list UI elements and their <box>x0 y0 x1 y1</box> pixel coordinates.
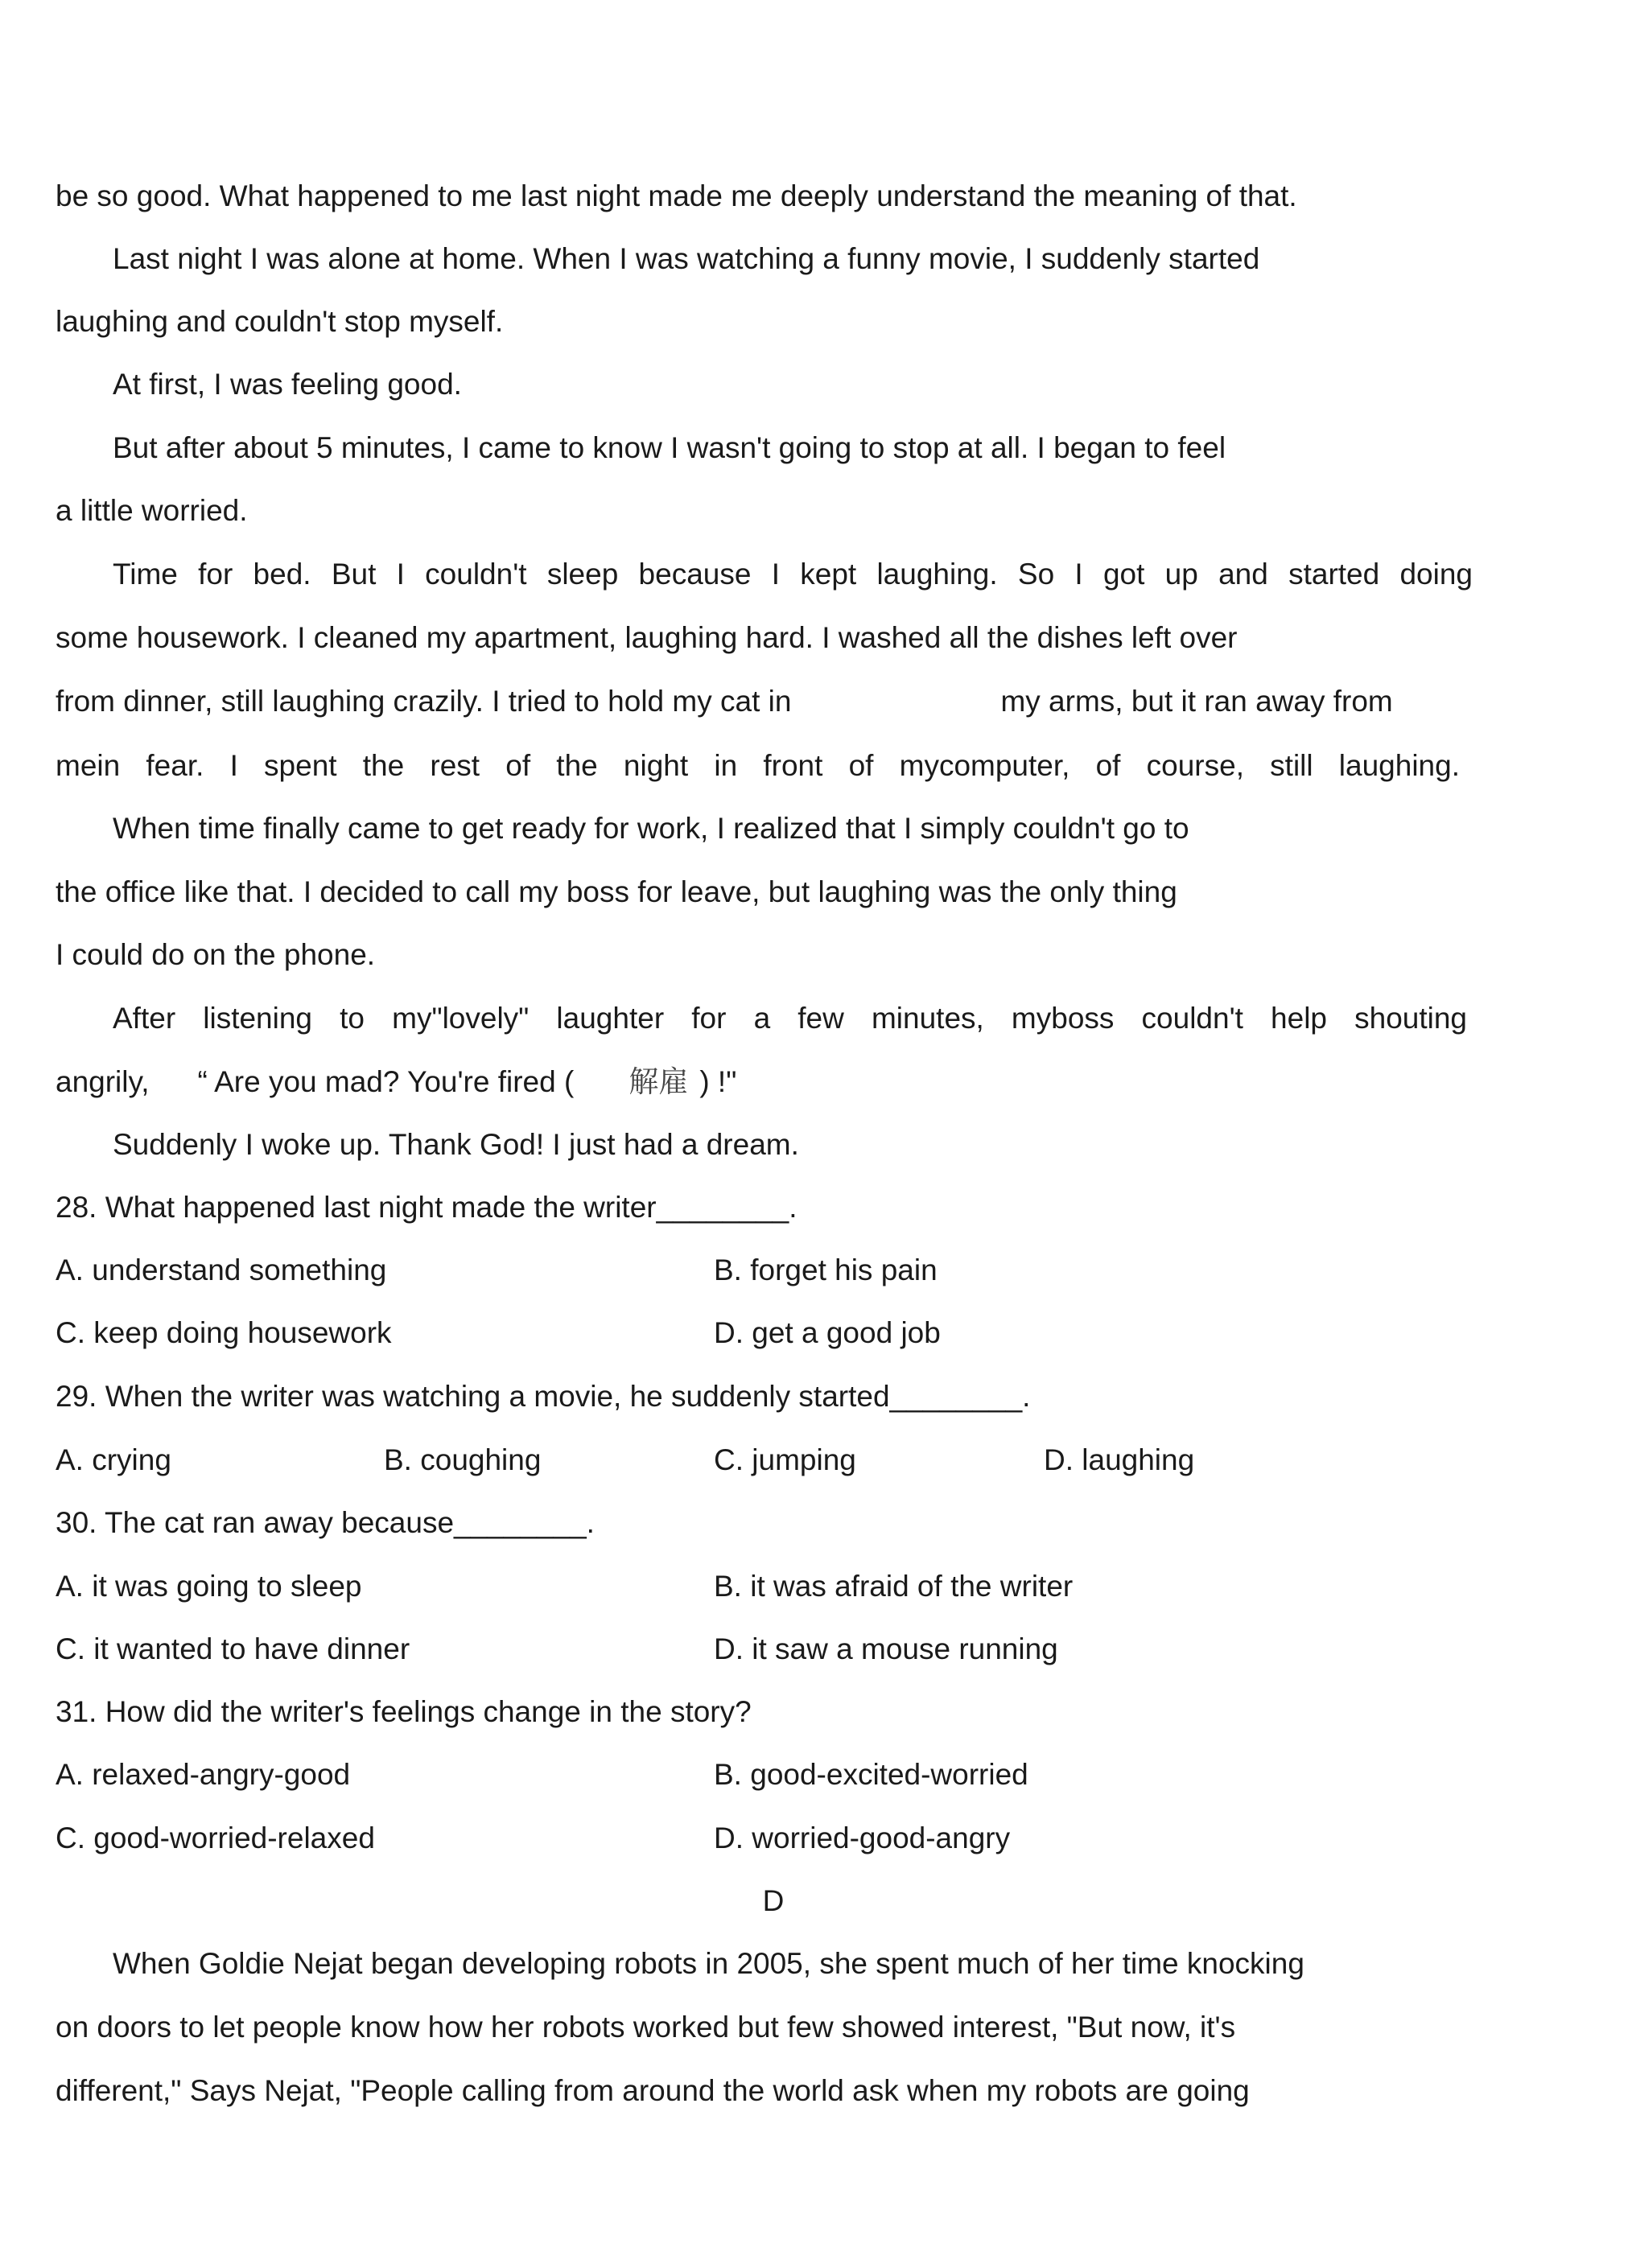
option-d: D. get a good job <box>714 1316 941 1349</box>
passage-line: But after about 5 minutes, I came to know I wasn't going to stop at all. I began to feel <box>113 431 1226 464</box>
section-heading: D <box>762 1884 785 1917</box>
passage-segment: my arms, but it ran away from <box>1000 685 1393 718</box>
option-a: A. relaxed-angry-good <box>56 1758 351 1791</box>
chinese-gloss: 解雇 <box>628 1064 689 1099</box>
question-stem: 28. What happened last night made the writer________. <box>56 1191 797 1224</box>
passage-line: the office like that. I decided to call my boss for leave, but laughing was the only thing <box>56 875 1177 908</box>
question-stem: 30. The cat ran away because________. <box>56 1506 595 1539</box>
passage-line: At first, I was feeling good. <box>113 368 462 401</box>
passage-line: After listening to my"lovely" laughter for a few minutes, myboss couldn't help shouting <box>113 1002 1467 1035</box>
passage-line: laughing and couldn't stop myself. <box>56 305 504 338</box>
passage-line <box>56 1064 736 1100</box>
passage-line: I could do on the phone. <box>56 938 376 971</box>
option-c: C. jumping <box>714 1443 856 1476</box>
option-a: A. crying <box>56 1443 171 1476</box>
option-c: C. it wanted to have dinner <box>56 1632 410 1665</box>
passage-line <box>56 684 1393 719</box>
quote-segment: “ Are you mad? You're fired ( <box>197 1065 575 1098</box>
passage-line: on doors to let people know how her robots worked but few showed interest, "But now, it's <box>56 2011 1236 2044</box>
option-d: D. laughing <box>1044 1443 1195 1476</box>
passage-line: different," Says Nejat, "People calling from around the world ask when my robots are going <box>56 2074 1250 2107</box>
option-a: A. it was going to sleep <box>56 1570 362 1603</box>
option-c: C. good-worried-relaxed <box>56 1821 375 1854</box>
quote-end: ) !" <box>699 1065 737 1098</box>
passage-segment: angrily, <box>56 1065 150 1098</box>
passage-line: some housework. I cleaned my apartment, laughing hard. I washed all the dishes left over <box>56 621 1238 654</box>
option-b: B. coughing <box>384 1443 542 1476</box>
passage-line: Last night I was alone at home. When I was watching a funny movie, I suddenly started <box>113 242 1260 275</box>
option-b: B. forget his pain <box>714 1253 938 1286</box>
passage-line: When time finally came to get ready for work, I realized that I simply couldn't go to <box>113 812 1189 845</box>
option-d: D. it saw a mouse running <box>714 1632 1058 1665</box>
passage-line: Time for bed. But I couldn't sleep because I kept laughing. So I got up and started doing <box>113 558 1473 591</box>
question-stem: 29. When the writer was watching a movie, he suddenly started________. <box>56 1380 1031 1413</box>
option-c: C. keep doing housework <box>56 1316 392 1349</box>
option-b: B. good-excited-worried <box>714 1758 1028 1791</box>
passage-line: be so good. What happened to me last night made me deeply understand the meaning of that. <box>56 179 1297 212</box>
passage-line: a little worried. <box>56 494 248 527</box>
question-stem: 31. How did the writer's feelings change in the story? <box>56 1695 752 1728</box>
option-d: D. worried-good-angry <box>714 1821 1011 1854</box>
passage-line: When Goldie Nejat began developing robots in 2005, she spent much of her time knocking <box>113 1947 1304 1980</box>
option-a: A. understand something <box>56 1253 387 1286</box>
passage-line: mein fear. I spent the rest of the night in front of mycomputer, of course, still laughing. <box>56 749 1460 782</box>
passage-segment: from dinner, still laughing crazily. I tried to hold my cat in <box>56 685 792 718</box>
passage-line: Suddenly I woke up. Thank God! I just had a dream. <box>113 1128 799 1161</box>
option-b: B. it was afraid of the writer <box>714 1570 1074 1603</box>
